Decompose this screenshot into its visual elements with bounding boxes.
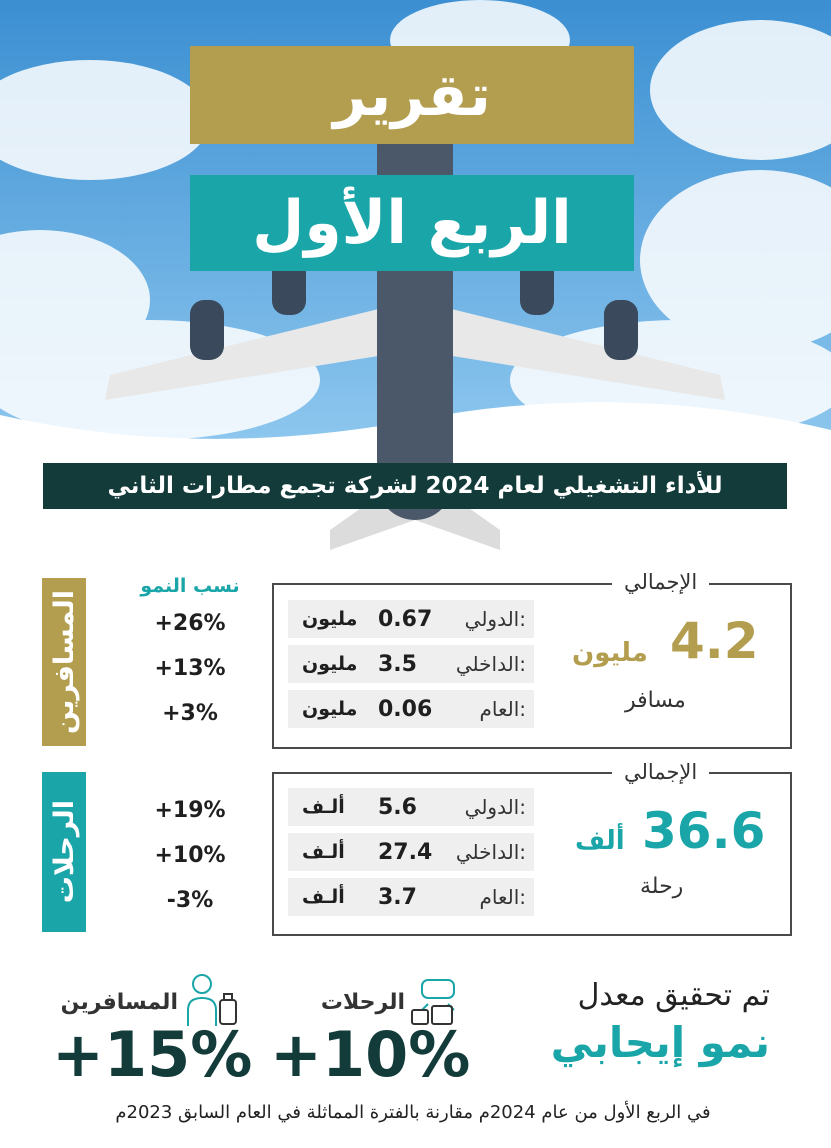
row-label: العام: xyxy=(479,697,526,721)
report-title-line1: تقرير xyxy=(190,46,634,144)
flights-growth-general: -3% xyxy=(166,888,214,913)
passengers-total-value: 4.2 xyxy=(670,612,759,670)
passengers-growth-general: +3% xyxy=(162,701,218,726)
flights-row-general xyxy=(288,878,534,916)
row-unit: مليون xyxy=(302,608,358,630)
row-label: الداخلي: xyxy=(455,840,526,864)
row-value: 5.6 xyxy=(378,794,417,820)
passengers-total-unit: مليون xyxy=(572,638,648,668)
flights-total-label: الإجمالي xyxy=(612,760,709,784)
row-unit: ألـف xyxy=(302,886,345,908)
passengers-tab xyxy=(42,578,86,746)
report-title-line2: الربع الأول xyxy=(190,175,634,271)
passengers-tab-label: المسافرين xyxy=(48,589,80,735)
flights-summary-value: +10% xyxy=(270,1018,471,1091)
row-label: العام: xyxy=(479,885,526,909)
passengers-summary-value: +15% xyxy=(52,1018,253,1091)
row-value: 3.5 xyxy=(378,651,417,677)
passengers-growth-domestic: +13% xyxy=(154,656,226,681)
flights-growth-domestic: +10% xyxy=(154,843,226,868)
passengers-summary-label: المسافرين xyxy=(60,990,178,1015)
summary-footnote: في الربع الأول من عام 2024م مقارنة بالفترة المماثلة في العام السابق 2023م xyxy=(115,1102,711,1123)
flights-growth-international: +19% xyxy=(154,798,226,823)
passengers-total-caption: مسافر xyxy=(625,688,686,713)
passengers-row-international xyxy=(288,600,534,638)
row-value: 0.06 xyxy=(378,696,433,722)
summary-line1: تم تحقيق معدل xyxy=(577,978,770,1013)
flights-tab xyxy=(42,772,86,932)
flights-row-domestic xyxy=(288,833,534,871)
flights-total-value: 36.6 xyxy=(642,802,766,860)
row-value: 27.4 xyxy=(378,839,433,865)
passengers-row-general xyxy=(288,690,534,728)
row-unit: ألـف xyxy=(302,796,345,818)
row-label: الدولي: xyxy=(464,607,526,631)
flights-total-caption: رحلة xyxy=(640,874,684,899)
passengers-growth-international: +26% xyxy=(154,611,226,636)
row-unit: ألـف xyxy=(302,841,345,863)
row-unit: مليون xyxy=(302,698,358,720)
flights-summary-label: الرحلات xyxy=(320,990,405,1015)
growth-rates-title: نسب النمو xyxy=(140,575,240,597)
row-label: الداخلي: xyxy=(455,652,526,676)
report-subtitle: للأداء التشغيلي لعام 2024 لشركة تجمع مطارات الثاني xyxy=(43,463,787,509)
row-value: 0.67 xyxy=(378,606,433,632)
passengers-row-domestic xyxy=(288,645,534,683)
flights-total-unit: ألف xyxy=(575,826,625,856)
row-unit: مليون xyxy=(302,653,358,675)
passengers-total-label: الإجمالي xyxy=(612,570,709,594)
row-label: الدولي: xyxy=(464,795,526,819)
summary-line2: نمو إيجابي xyxy=(550,1018,770,1067)
row-value: 3.7 xyxy=(378,884,417,910)
flights-row-international xyxy=(288,788,534,826)
flights-tab-label: الرحلات xyxy=(48,800,80,904)
